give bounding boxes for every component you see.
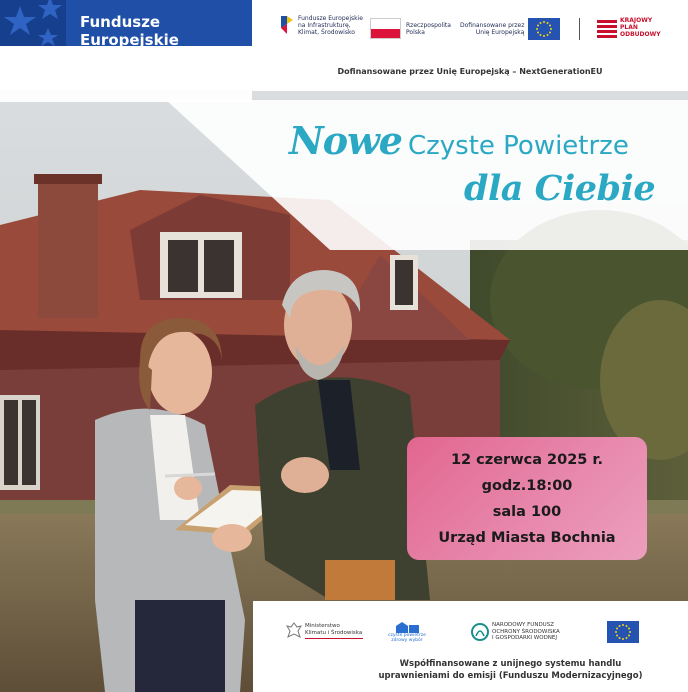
ministry-line-1: Ministerstwo <box>305 623 340 629</box>
ministry-underline <box>305 638 363 639</box>
kpo-line-1: KRAJOWY <box>620 17 653 24</box>
headline-line-1 <box>289 118 629 163</box>
kpo-logo <box>597 17 661 38</box>
ministerstwo-logo <box>285 621 363 641</box>
ue-line-2: Unię Europejską <box>475 29 525 36</box>
czyste-powietrze-logo <box>388 621 426 643</box>
fe-infrastruktura-logo <box>279 14 363 36</box>
kpo-flag-icon <box>597 18 617 38</box>
top-left-panel <box>0 46 252 102</box>
rzeczpospolita-logo <box>370 18 451 39</box>
event-date: 12 czerwca 2025 r. <box>450 451 604 468</box>
headline-nowe: Nowe <box>289 118 402 163</box>
fe-infra-line-2: na Infrastrukturę, <box>298 21 351 29</box>
fe-infra-line-1: Fundusze Europejskie <box>298 14 363 22</box>
nfos-line-2: OCHRONY ŚRODOWISKA <box>492 628 560 635</box>
event-time: godz.18:00 <box>481 477 573 494</box>
fundusze-europejskie-band <box>0 0 252 49</box>
fe-flag-icon <box>279 14 295 36</box>
eu-footer-logo <box>607 621 639 643</box>
eu-flag-icon <box>528 18 560 40</box>
event-place: Urząd Miasta Bochnia <box>438 529 616 546</box>
eu-flag-icon <box>607 621 639 643</box>
bottom-logo-bar <box>253 601 688 692</box>
house-icon <box>392 621 422 633</box>
pl-line-2: Polska <box>406 28 425 36</box>
event-room: sala 100 <box>492 503 562 520</box>
cp-line-2: zdrowy wybór <box>391 638 423 643</box>
polish-flag-icon <box>370 18 401 39</box>
cofunding-line-2: uprawnieniami do emisji (Funduszu Modernizacyjnego) <box>378 671 643 681</box>
nfosigw-logo <box>471 622 560 642</box>
kpo-line-3: ODBUDOWY <box>620 31 661 38</box>
nfos-line-1: NARODOWY FUNDUSZ <box>492 622 554 629</box>
fundusze-europejskie-label: Fundusze Europejskie <box>80 13 179 49</box>
fe-infra-line-3: Klimat, Środowisko <box>298 28 355 36</box>
pl-line-1: Rzeczpospolita <box>406 21 451 29</box>
cofunding-line-1: Współfinansowane z unijnego systemu handlu <box>399 659 622 669</box>
headline-czyste-powietrze: Czyste Powietrze <box>407 131 629 161</box>
logo-divider <box>579 18 580 40</box>
top-logo-bar <box>252 0 688 91</box>
ue-line-1: Dofinansowane przez <box>460 22 525 29</box>
funding-note: Dofinansowane przez Unię Europejską – NextGenerationEU <box>337 67 603 76</box>
cp-line-1: czyste powietrze <box>388 633 426 638</box>
cofunding-note <box>253 658 688 682</box>
nfos-line-3: I GOSPODARKI WODNEJ <box>492 635 558 642</box>
event-info-box <box>407 437 647 560</box>
stars-icon <box>0 0 66 46</box>
ministry-line-2: Klimatu i Środowiska <box>305 629 363 636</box>
ue-logo <box>460 18 560 40</box>
nfosigw-emblem-icon <box>471 622 489 642</box>
kpo-line-2: PLAN <box>620 24 638 31</box>
eagle-icon <box>285 621 303 641</box>
headline-dla-ciebie: dla Ciebie <box>464 168 656 209</box>
